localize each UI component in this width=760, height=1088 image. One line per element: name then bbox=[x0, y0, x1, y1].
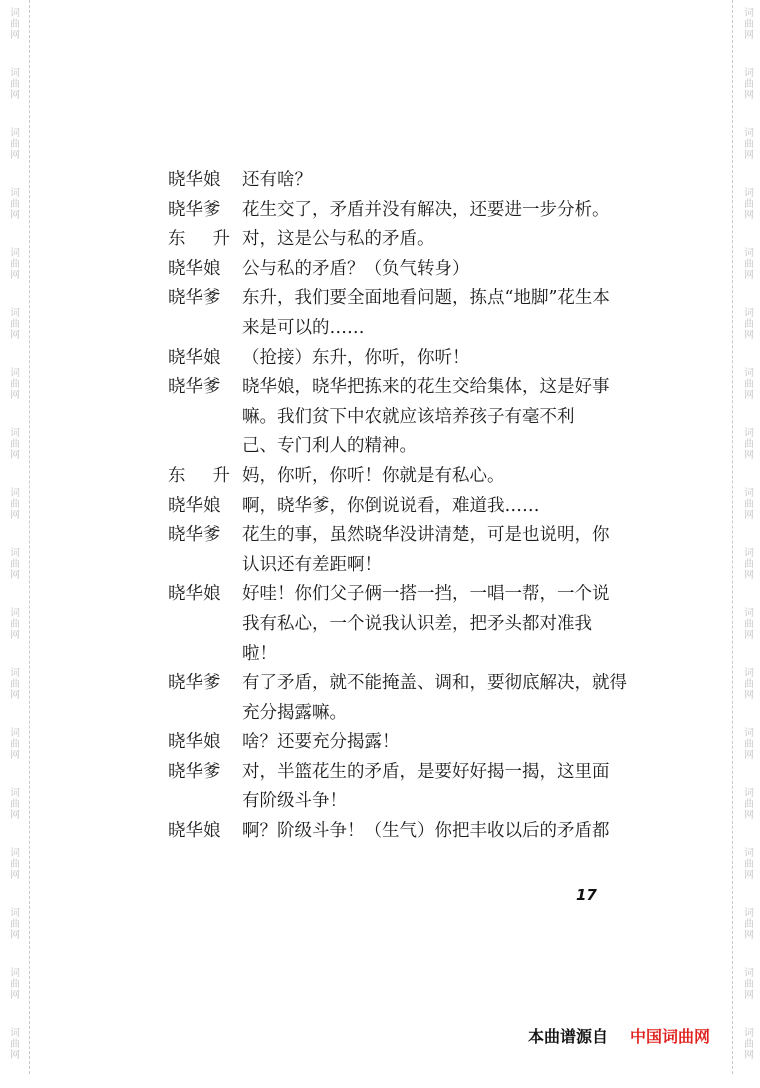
watermark-mark bbox=[738, 668, 760, 728]
watermark-char: 网 bbox=[10, 30, 20, 41]
watermark-char: 曲 bbox=[10, 319, 20, 330]
watermark-char: 曲 bbox=[10, 199, 20, 210]
script-line bbox=[168, 432, 628, 462]
watermark-char: 网 bbox=[744, 1050, 754, 1061]
watermark-mark bbox=[738, 368, 760, 428]
script-line bbox=[168, 610, 628, 640]
speaker-name: 晓华娘 bbox=[168, 821, 221, 842]
watermark-char: 网 bbox=[744, 510, 754, 521]
watermark-char: 曲 bbox=[10, 1039, 20, 1050]
speaker-name: 晓华娘 bbox=[168, 347, 221, 368]
watermark-char: 曲 bbox=[744, 619, 754, 630]
watermark-char: 词 bbox=[744, 68, 754, 79]
watermark-mark bbox=[4, 608, 26, 668]
script-line bbox=[168, 373, 628, 403]
watermark-char: 网 bbox=[744, 150, 754, 161]
dialogue-text: 公与私的矛盾？（负气转身） bbox=[242, 258, 470, 279]
watermark-mark bbox=[4, 908, 26, 968]
watermark-char: 词 bbox=[744, 488, 754, 499]
watermark-char: 词 bbox=[744, 368, 754, 379]
watermark-mark bbox=[738, 848, 760, 908]
watermark-char: 网 bbox=[10, 510, 20, 521]
watermark-char: 曲 bbox=[10, 979, 20, 990]
watermark-char: 网 bbox=[10, 810, 20, 821]
watermark-char: 网 bbox=[744, 390, 754, 401]
script-line bbox=[168, 580, 628, 610]
speaker-name: 东 升 bbox=[168, 229, 230, 250]
watermark-char: 网 bbox=[744, 630, 754, 641]
speaker-name: 晓华娘 bbox=[168, 495, 221, 516]
speaker-name: 晓华爹 bbox=[168, 288, 221, 309]
right-watermark-column bbox=[738, 8, 760, 1088]
speaker-name: 晓华爹 bbox=[168, 761, 221, 782]
script-line bbox=[168, 551, 628, 581]
watermark-mark bbox=[4, 308, 26, 368]
watermark-char: 曲 bbox=[10, 619, 20, 630]
watermark-mark bbox=[4, 1028, 26, 1088]
watermark-char: 网 bbox=[10, 150, 20, 161]
watermark-char: 网 bbox=[744, 690, 754, 701]
watermark-char: 网 bbox=[744, 330, 754, 341]
script-line bbox=[168, 699, 628, 729]
dialogue-text: 晓华娘，晓华把拣来的花生交给集体，这是好事 bbox=[242, 377, 610, 398]
watermark-char: 词 bbox=[744, 308, 754, 319]
script-line bbox=[168, 640, 628, 670]
watermark-char: 词 bbox=[744, 908, 754, 919]
watermark-mark bbox=[738, 128, 760, 188]
watermark-mark bbox=[4, 368, 26, 428]
dialogue-text: 好哇！你们父子俩一搭一挡，一唱一帮，一个说 bbox=[242, 584, 610, 605]
watermark-char: 词 bbox=[10, 68, 20, 79]
dialogue-text: 花生的事，虽然晓华没讲清楚，可是也说明，你 bbox=[242, 525, 610, 546]
watermark-mark bbox=[738, 428, 760, 488]
script-line bbox=[168, 344, 628, 374]
speaker-name: 晓华爹 bbox=[168, 525, 221, 546]
script-line bbox=[168, 462, 628, 492]
watermark-char: 曲 bbox=[10, 679, 20, 690]
dialogue-text: 还有啥？ bbox=[242, 170, 312, 190]
watermark-char: 词 bbox=[10, 128, 20, 139]
dialogue-text: 对，半篮花生的矛盾，是要好好揭一揭，这里面 bbox=[242, 761, 610, 782]
watermark-char: 曲 bbox=[744, 799, 754, 810]
watermark-char: 曲 bbox=[744, 679, 754, 690]
watermark-char: 词 bbox=[10, 188, 20, 199]
script-line bbox=[168, 196, 628, 226]
watermark-char: 词 bbox=[744, 8, 754, 19]
dialogue-text: 我有私心，一个说我认识差，把矛头都对准我 bbox=[242, 613, 592, 634]
watermark-char: 词 bbox=[10, 308, 20, 319]
watermark-char: 网 bbox=[10, 390, 20, 401]
watermark-mark bbox=[4, 8, 26, 68]
speaker-name: 晓华爹 bbox=[168, 673, 221, 694]
watermark-mark bbox=[738, 788, 760, 848]
watermark-char: 词 bbox=[744, 428, 754, 439]
dialogue-text: 妈，你听，你听！你就是有私心。 bbox=[242, 465, 505, 486]
watermark-char: 网 bbox=[10, 90, 20, 101]
watermark-char: 词 bbox=[744, 848, 754, 859]
dialogue-text: 啥？还要充分揭露！ bbox=[242, 732, 400, 753]
watermark-mark bbox=[4, 788, 26, 848]
watermark-char: 曲 bbox=[744, 259, 754, 270]
watermark-char: 网 bbox=[744, 570, 754, 581]
speaker-name: 晓华爹 bbox=[168, 199, 221, 220]
watermark-mark bbox=[738, 188, 760, 248]
left-watermark-column bbox=[4, 8, 26, 1088]
watermark-char: 词 bbox=[10, 608, 20, 619]
watermark-mark bbox=[738, 308, 760, 368]
watermark-char: 网 bbox=[10, 930, 20, 941]
watermark-mark bbox=[738, 548, 760, 608]
watermark-char: 曲 bbox=[744, 139, 754, 150]
watermark-char: 曲 bbox=[744, 199, 754, 210]
watermark-char: 网 bbox=[10, 450, 20, 461]
watermark-char: 曲 bbox=[744, 1039, 754, 1050]
right-margin-border bbox=[732, 0, 733, 1074]
watermark-char: 词 bbox=[10, 1028, 20, 1039]
watermark-mark bbox=[738, 908, 760, 968]
watermark-char: 曲 bbox=[744, 859, 754, 870]
speaker-name: 晓华娘 bbox=[168, 584, 221, 605]
watermark-char: 曲 bbox=[10, 859, 20, 870]
watermark-mark bbox=[4, 128, 26, 188]
footer-source bbox=[528, 1024, 710, 1047]
script-body bbox=[168, 166, 628, 847]
watermark-mark bbox=[738, 608, 760, 668]
watermark-mark bbox=[4, 848, 26, 908]
speaker-name: 东 升 bbox=[168, 465, 230, 486]
dialogue-text: 己、专门利人的精神。 bbox=[242, 436, 417, 457]
dialogue-text: 对，这是公与私的矛盾。 bbox=[242, 229, 435, 250]
watermark-char: 词 bbox=[10, 548, 20, 559]
watermark-char: 词 bbox=[744, 1028, 754, 1039]
watermark-char: 网 bbox=[10, 330, 20, 341]
watermark-char: 网 bbox=[10, 690, 20, 701]
dialogue-text: 充分揭露嘛。 bbox=[242, 702, 347, 723]
left-margin-border bbox=[29, 0, 30, 1074]
script-line bbox=[168, 166, 628, 196]
watermark-char: 词 bbox=[10, 668, 20, 679]
watermark-mark bbox=[4, 68, 26, 128]
script-line bbox=[168, 521, 628, 551]
watermark-char: 词 bbox=[744, 248, 754, 259]
watermark-char: 曲 bbox=[10, 79, 20, 90]
script-line bbox=[168, 817, 628, 847]
watermark-mark bbox=[4, 548, 26, 608]
watermark-char: 词 bbox=[10, 8, 20, 19]
script-line bbox=[168, 314, 628, 344]
watermark-char: 曲 bbox=[10, 379, 20, 390]
watermark-char: 词 bbox=[744, 788, 754, 799]
watermark-mark bbox=[4, 668, 26, 728]
watermark-char: 网 bbox=[744, 450, 754, 461]
watermark-char: 网 bbox=[10, 990, 20, 1001]
watermark-mark bbox=[4, 968, 26, 1028]
speaker-name: 晓华爹 bbox=[168, 377, 221, 398]
watermark-mark bbox=[4, 248, 26, 308]
watermark-char: 网 bbox=[744, 90, 754, 101]
watermark-char: 词 bbox=[10, 248, 20, 259]
watermark-mark bbox=[4, 488, 26, 548]
watermark-char: 曲 bbox=[744, 439, 754, 450]
watermark-char: 词 bbox=[744, 968, 754, 979]
watermark-char: 曲 bbox=[10, 499, 20, 510]
watermark-char: 词 bbox=[744, 728, 754, 739]
watermark-char: 词 bbox=[10, 428, 20, 439]
watermark-char: 网 bbox=[744, 810, 754, 821]
script-line bbox=[168, 225, 628, 255]
watermark-mark bbox=[738, 8, 760, 68]
script-line bbox=[168, 728, 628, 758]
watermark-char: 曲 bbox=[744, 379, 754, 390]
dialogue-text: 有阶级斗争！ bbox=[242, 791, 347, 812]
watermark-char: 曲 bbox=[10, 919, 20, 930]
watermark-char: 词 bbox=[744, 188, 754, 199]
watermark-char: 词 bbox=[744, 668, 754, 679]
watermark-char: 词 bbox=[10, 908, 20, 919]
script-line bbox=[168, 284, 628, 314]
watermark-char: 网 bbox=[10, 630, 20, 641]
watermark-char: 曲 bbox=[10, 799, 20, 810]
watermark-char: 网 bbox=[10, 750, 20, 761]
watermark-char: 词 bbox=[10, 488, 20, 499]
watermark-char: 曲 bbox=[10, 559, 20, 570]
dialogue-text: 认识还有差距啊！ bbox=[242, 554, 382, 575]
watermark-char: 网 bbox=[744, 210, 754, 221]
watermark-char: 词 bbox=[744, 128, 754, 139]
watermark-mark bbox=[738, 248, 760, 308]
watermark-char: 词 bbox=[744, 548, 754, 559]
watermark-char: 曲 bbox=[744, 559, 754, 570]
watermark-char: 曲 bbox=[744, 499, 754, 510]
watermark-char: 词 bbox=[10, 728, 20, 739]
watermark-char: 曲 bbox=[10, 19, 20, 30]
watermark-char: 曲 bbox=[744, 319, 754, 330]
page-number: 17 bbox=[576, 886, 597, 904]
speaker-name: 晓华娘 bbox=[168, 170, 221, 190]
script-line bbox=[168, 255, 628, 285]
dialogue-text: 东升，我们要全面地看问题，拣点“地脚”花生本 bbox=[242, 288, 610, 309]
script-line bbox=[168, 758, 628, 788]
watermark-mark bbox=[738, 1028, 760, 1088]
script-line bbox=[168, 787, 628, 817]
dialogue-text: 嘛。我们贫下中农就应该培养孩子有毫不利 bbox=[242, 406, 575, 427]
dialogue-text: （抢接）东升，你听，你听！ bbox=[242, 347, 470, 368]
watermark-char: 曲 bbox=[744, 19, 754, 30]
watermark-char: 网 bbox=[744, 870, 754, 881]
watermark-char: 曲 bbox=[10, 439, 20, 450]
watermark-mark bbox=[4, 188, 26, 248]
speaker-name: 晓华娘 bbox=[168, 732, 221, 753]
dialogue-text: 花生交了，矛盾并没有解决，还要进一步分析。 bbox=[242, 199, 610, 220]
watermark-char: 曲 bbox=[744, 739, 754, 750]
watermark-char: 曲 bbox=[744, 979, 754, 990]
watermark-char: 网 bbox=[744, 930, 754, 941]
script-line bbox=[168, 492, 628, 522]
watermark-char: 词 bbox=[10, 368, 20, 379]
dialogue-text: 来是可以的…… bbox=[242, 317, 365, 338]
watermark-char: 曲 bbox=[10, 139, 20, 150]
watermark-char: 曲 bbox=[10, 259, 20, 270]
watermark-char: 网 bbox=[744, 750, 754, 761]
watermark-char: 网 bbox=[10, 210, 20, 221]
watermark-mark bbox=[738, 728, 760, 788]
watermark-char: 网 bbox=[10, 870, 20, 881]
footer-site-name[interactable]: 中国词曲网 bbox=[630, 1027, 711, 1046]
footer-source-label: 本曲谱源自 bbox=[528, 1027, 609, 1046]
watermark-char: 曲 bbox=[744, 79, 754, 90]
watermark-mark bbox=[738, 968, 760, 1028]
watermark-mark bbox=[738, 488, 760, 548]
script-line bbox=[168, 403, 628, 433]
watermark-char: 网 bbox=[10, 1050, 20, 1061]
script-line bbox=[168, 669, 628, 699]
watermark-char: 词 bbox=[744, 608, 754, 619]
watermark-char: 曲 bbox=[10, 739, 20, 750]
watermark-char: 网 bbox=[744, 270, 754, 281]
watermark-char: 网 bbox=[10, 570, 20, 581]
dialogue-text: 啊，晓华爹，你倒说说看，难道我…… bbox=[242, 495, 540, 516]
dialogue-text: 啦！ bbox=[242, 643, 277, 664]
dialogue-text: 有了矛盾，就不能掩盖、调和，要彻底解决，就得 bbox=[242, 673, 627, 694]
watermark-char: 词 bbox=[10, 968, 20, 979]
dialogue-text: 啊？阶级斗争！（生气）你把丰收以后的矛盾都 bbox=[242, 821, 610, 842]
watermark-char: 网 bbox=[744, 30, 754, 41]
watermark-char: 网 bbox=[744, 990, 754, 1001]
watermark-mark bbox=[738, 68, 760, 128]
watermark-mark bbox=[4, 428, 26, 488]
watermark-char: 曲 bbox=[744, 919, 754, 930]
watermark-char: 词 bbox=[10, 788, 20, 799]
watermark-char: 词 bbox=[10, 848, 20, 859]
speaker-name: 晓华娘 bbox=[168, 258, 221, 279]
watermark-char: 网 bbox=[10, 270, 20, 281]
watermark-mark bbox=[4, 728, 26, 788]
